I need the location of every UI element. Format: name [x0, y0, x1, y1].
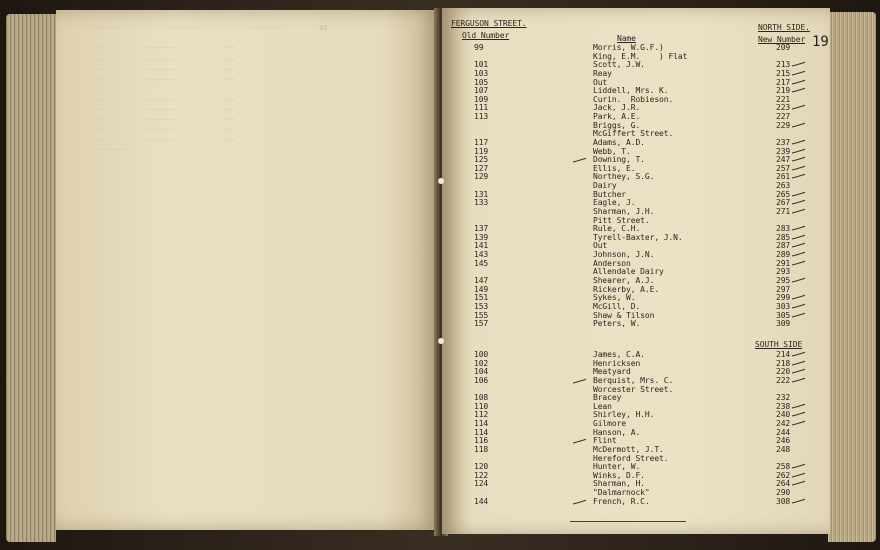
check-mark-icon [791, 242, 805, 250]
check-mark-icon [791, 351, 805, 359]
new-number-cell: 291 [776, 258, 791, 268]
old-number-cell: 157 [474, 319, 489, 329]
check-mark-icon [791, 70, 805, 78]
old-number-cell: 151 [474, 293, 489, 303]
new-number-cell: 237 [776, 137, 791, 147]
resident-name-cell: Briggs, G. [593, 120, 641, 130]
new-number-cell: 264 [776, 479, 791, 489]
old-number-cell: 117 [474, 137, 489, 147]
old-number-cell: 99 [474, 43, 484, 52]
old-number-cell: 120 [474, 462, 489, 472]
old-number-cell: 155 [474, 310, 489, 320]
resident-name-cell: Northey, S.G. [593, 172, 655, 182]
ghost-text: --- --------- -- [96, 116, 244, 124]
margin-check-mark-icon [572, 499, 586, 507]
new-number-cell: 232 [776, 393, 791, 403]
margin-check-mark-icon [572, 157, 586, 165]
new-number-cell: 305 [776, 310, 791, 320]
old-number-cell: 122 [474, 470, 489, 480]
old-number-cell: 100 [474, 350, 489, 359]
resident-name-cell: Morris, W.G.F.) [593, 43, 664, 52]
new-number-cell: 309 [776, 319, 791, 329]
new-number-cell: 287 [776, 241, 791, 251]
check-mark-icon [791, 303, 805, 311]
check-mark-icon [791, 87, 805, 95]
resident-name-cell: Out [593, 241, 608, 251]
binding-hole [438, 338, 444, 344]
old-number-cell: 125 [474, 155, 489, 165]
check-mark-icon [791, 368, 805, 376]
resident-name-cell: Hunter, W. [593, 462, 641, 472]
check-mark-icon [791, 173, 805, 181]
new-number-cell: 263 [776, 181, 791, 191]
resident-name-cell: Rule, C.H. [593, 224, 641, 234]
resident-name-cell: Curin. Robieson. [593, 94, 674, 104]
new-number-cell: 220 [776, 367, 791, 377]
new-number-cell: 244 [776, 427, 791, 437]
old-number-cell: 153 [474, 301, 489, 311]
ghost-text: --- --------- -- [96, 106, 244, 114]
resident-name-cell: Ellis, E. [593, 163, 636, 173]
resident-name-cell: Liddell, Mrs. K. [593, 86, 669, 96]
new-number-cell: 295 [776, 276, 791, 285]
check-mark-icon [791, 225, 805, 233]
resident-name-cell: McGiffert Street. [593, 129, 674, 139]
ghost-text: --- --------- -- [96, 76, 244, 84]
check-mark-icon [791, 104, 805, 112]
resident-name-cell: Park, A.E. [593, 112, 641, 122]
old-number-cell: 118 [474, 444, 489, 454]
old-number-cell: 114 [474, 419, 489, 429]
old-number-cell: 102 [474, 358, 489, 368]
new-number-cell: 239 [776, 146, 791, 156]
new-number-cell: 265 [776, 189, 791, 199]
check-mark-icon [791, 191, 805, 199]
old-number-cell: 133 [474, 198, 489, 208]
ghost-text: --------- [96, 146, 198, 154]
new-number-cell: 290 [776, 488, 791, 498]
check-mark-icon [791, 61, 805, 69]
resident-name-cell: Anderson [593, 258, 631, 268]
resident-name-cell: Scott, J.W. [593, 60, 645, 70]
new-number-cell: 257 [776, 163, 791, 173]
check-mark-icon [791, 156, 805, 164]
old-number-cell: 101 [474, 60, 489, 70]
old-number-cell: 129 [474, 172, 489, 182]
margin-check-mark-icon [572, 378, 586, 386]
new-number-cell: 248 [776, 444, 791, 454]
old-number-cell: 143 [474, 250, 489, 260]
old-number-cell: 145 [474, 258, 489, 268]
check-mark-icon [791, 148, 805, 156]
resident-name-cell: Meatyard [593, 367, 631, 377]
new-number-cell: 238 [776, 401, 791, 411]
resident-name-cell: Henricksen [593, 358, 641, 368]
new-number-cell: 261 [776, 172, 791, 182]
resident-name-cell: Shaw & Tilson [593, 310, 655, 320]
street-title: FERGUSON STREET. [451, 19, 527, 28]
new-number-cell: 223 [776, 103, 791, 113]
page-number: 19 [812, 34, 829, 50]
check-mark-icon [791, 480, 805, 488]
resident-name-cell: Bracey [593, 393, 622, 403]
resident-name-cell: Downing, T. [593, 155, 645, 165]
resident-name-cell: Allendale Dairy [593, 267, 664, 277]
resident-name-cell: McDermott, J.T. [593, 444, 664, 454]
new-number-cell: 219 [776, 86, 791, 96]
check-mark-icon [791, 277, 805, 285]
old-number-cell: 141 [474, 241, 489, 251]
check-mark-icon [791, 165, 805, 173]
resident-name-cell: Sykes, W. [593, 293, 636, 303]
new-number-cell: 209 [776, 43, 791, 52]
check-mark-icon [791, 360, 805, 368]
old-number-cell: 139 [474, 232, 489, 242]
new-number-cell: 246 [776, 436, 791, 446]
left-page [56, 10, 440, 530]
side-heading-south: SOUTH SIDE [755, 340, 803, 349]
resident-name-cell: Flint [593, 436, 617, 446]
resident-name-cell: Reay [593, 68, 612, 78]
check-mark-icon [791, 251, 805, 259]
old-number-cell: 112 [474, 410, 489, 420]
old-number-cell: 149 [474, 284, 489, 294]
ghost-text: 18 --------- --------- ------- [96, 24, 328, 32]
right-page-edges [828, 12, 876, 542]
new-number-cell: 229 [776, 120, 791, 130]
old-number-cell: 127 [474, 163, 489, 173]
column-header-name: Name [617, 34, 636, 43]
resident-name-cell: Jack, J.R. [593, 103, 641, 113]
old-number-cell: 103 [474, 68, 489, 78]
new-number-cell: 289 [776, 250, 791, 260]
old-number-cell: 114 [474, 427, 489, 437]
old-number-cell: 116 [474, 436, 489, 446]
resident-name-cell: Berquist, Mrs. C. [593, 375, 674, 385]
resident-name-cell: Sharman, H. [593, 479, 645, 489]
new-number-cell: 213 [776, 60, 791, 70]
old-number-cell: 119 [474, 146, 489, 156]
old-number-cell: 137 [474, 224, 489, 234]
new-number-cell: 221 [776, 94, 791, 104]
resident-name-cell: McGill, D. [593, 301, 641, 311]
ghost-text: --- --------- -- [96, 44, 244, 52]
column-header-old-number: Old Number [462, 31, 510, 40]
ghost-text: --- --------- -- [96, 96, 244, 104]
resident-name-cell: Johnson, J.N. [593, 250, 655, 260]
new-number-cell: 283 [776, 224, 791, 234]
check-mark-icon [791, 403, 805, 411]
left-page-edges [6, 14, 56, 542]
resident-name-cell: Peters, W. [593, 319, 641, 329]
resident-name-cell: Dairy [593, 181, 617, 191]
resident-name-cell: French, R.C. [593, 496, 650, 506]
resident-name-cell: "Dalmarnock" [593, 488, 650, 498]
resident-name-cell: Hanson, A. [593, 427, 641, 437]
check-mark-icon [791, 420, 805, 428]
ghost-text: --- --------- -- [96, 136, 244, 144]
old-number-cell: 111 [474, 103, 489, 113]
closing-rule [570, 521, 686, 522]
resident-name-cell: Shirley, H.H. [593, 410, 655, 420]
resident-name-cell: King, E.M. ) Flat [593, 51, 688, 61]
ghost-text: --- --------- -- [96, 56, 244, 64]
new-number-cell: 218 [776, 358, 791, 368]
side-heading-north: NORTH SIDE. [758, 23, 810, 32]
check-mark-icon [791, 208, 805, 216]
old-number-cell: 110 [474, 401, 489, 411]
old-number-cell: 147 [474, 276, 489, 285]
column-header-new-number: New Number [758, 35, 806, 44]
old-number-cell: 105 [474, 77, 489, 87]
old-number-cell: 144 [474, 496, 489, 506]
check-mark-icon [791, 498, 805, 506]
resident-name-cell: Webb, T. [593, 146, 631, 156]
new-number-cell: 227 [776, 112, 791, 122]
new-number-cell: 299 [776, 293, 791, 303]
resident-name-cell: Hereford Street. [593, 453, 669, 463]
old-number-cell: 113 [474, 112, 489, 122]
resident-name-cell: Rickerby, A.E. [593, 284, 660, 294]
old-number-cell: 107 [474, 86, 489, 96]
old-number-cell: 106 [474, 375, 489, 385]
resident-name-cell: Pitt Street. [593, 215, 650, 225]
resident-name-cell: Winks, D.F. [593, 470, 645, 480]
check-mark-icon [791, 377, 805, 385]
new-number-cell: 308 [776, 496, 791, 506]
old-number-cell: 104 [474, 367, 489, 377]
new-number-cell: 303 [776, 301, 791, 311]
new-number-cell: 214 [776, 350, 791, 359]
old-number-cell: 108 [474, 393, 489, 403]
check-mark-icon [791, 463, 805, 471]
resident-name-cell: Sharman, J.H. [593, 206, 655, 216]
resident-name-cell: Worcester Street. [593, 384, 674, 394]
ghost-text: --- --------- -- [96, 126, 244, 134]
old-number-cell: 131 [474, 189, 489, 199]
margin-check-mark-icon [572, 438, 586, 446]
resident-name-cell: Lean [593, 401, 612, 411]
check-mark-icon [791, 411, 805, 419]
resident-name-cell: Tyrell-Baxter, J.N. [593, 232, 683, 242]
new-number-cell: 240 [776, 410, 791, 420]
new-number-cell: 271 [776, 206, 791, 216]
new-number-cell: 293 [776, 267, 791, 277]
binding-hole [438, 178, 444, 184]
new-number-cell: 262 [776, 470, 791, 480]
new-number-cell: 222 [776, 375, 791, 385]
resident-name-cell: Butcher [593, 189, 627, 199]
new-number-cell: 247 [776, 155, 791, 165]
new-number-cell: 297 [776, 284, 791, 294]
ghost-text: --- --------- -- [96, 66, 244, 74]
resident-name-cell: Eagle, J. [593, 198, 636, 208]
old-number-cell: 109 [474, 94, 489, 104]
resident-name-cell: James, C.A. [593, 350, 645, 359]
check-mark-icon [791, 234, 805, 242]
check-mark-icon [791, 139, 805, 147]
new-number-cell: 242 [776, 419, 791, 429]
check-mark-icon [791, 312, 805, 320]
new-number-cell: 258 [776, 462, 791, 472]
check-mark-icon [791, 294, 805, 302]
new-number-cell: 215 [776, 68, 791, 78]
check-mark-icon [791, 199, 805, 207]
resident-name-cell: Gilmore [593, 419, 627, 429]
old-number-cell: 124 [474, 479, 489, 489]
check-mark-icon [791, 79, 805, 87]
check-mark-icon [791, 472, 805, 480]
new-number-cell: 267 [776, 198, 791, 208]
resident-name-cell: Out [593, 77, 608, 87]
check-mark-icon [791, 260, 805, 268]
new-number-cell: 217 [776, 77, 791, 87]
new-number-cell: 285 [776, 232, 791, 242]
resident-name-cell: Shearer, A.J. [593, 276, 655, 285]
check-mark-icon [791, 122, 805, 130]
resident-name-cell: Adams, A.D. [593, 137, 645, 147]
